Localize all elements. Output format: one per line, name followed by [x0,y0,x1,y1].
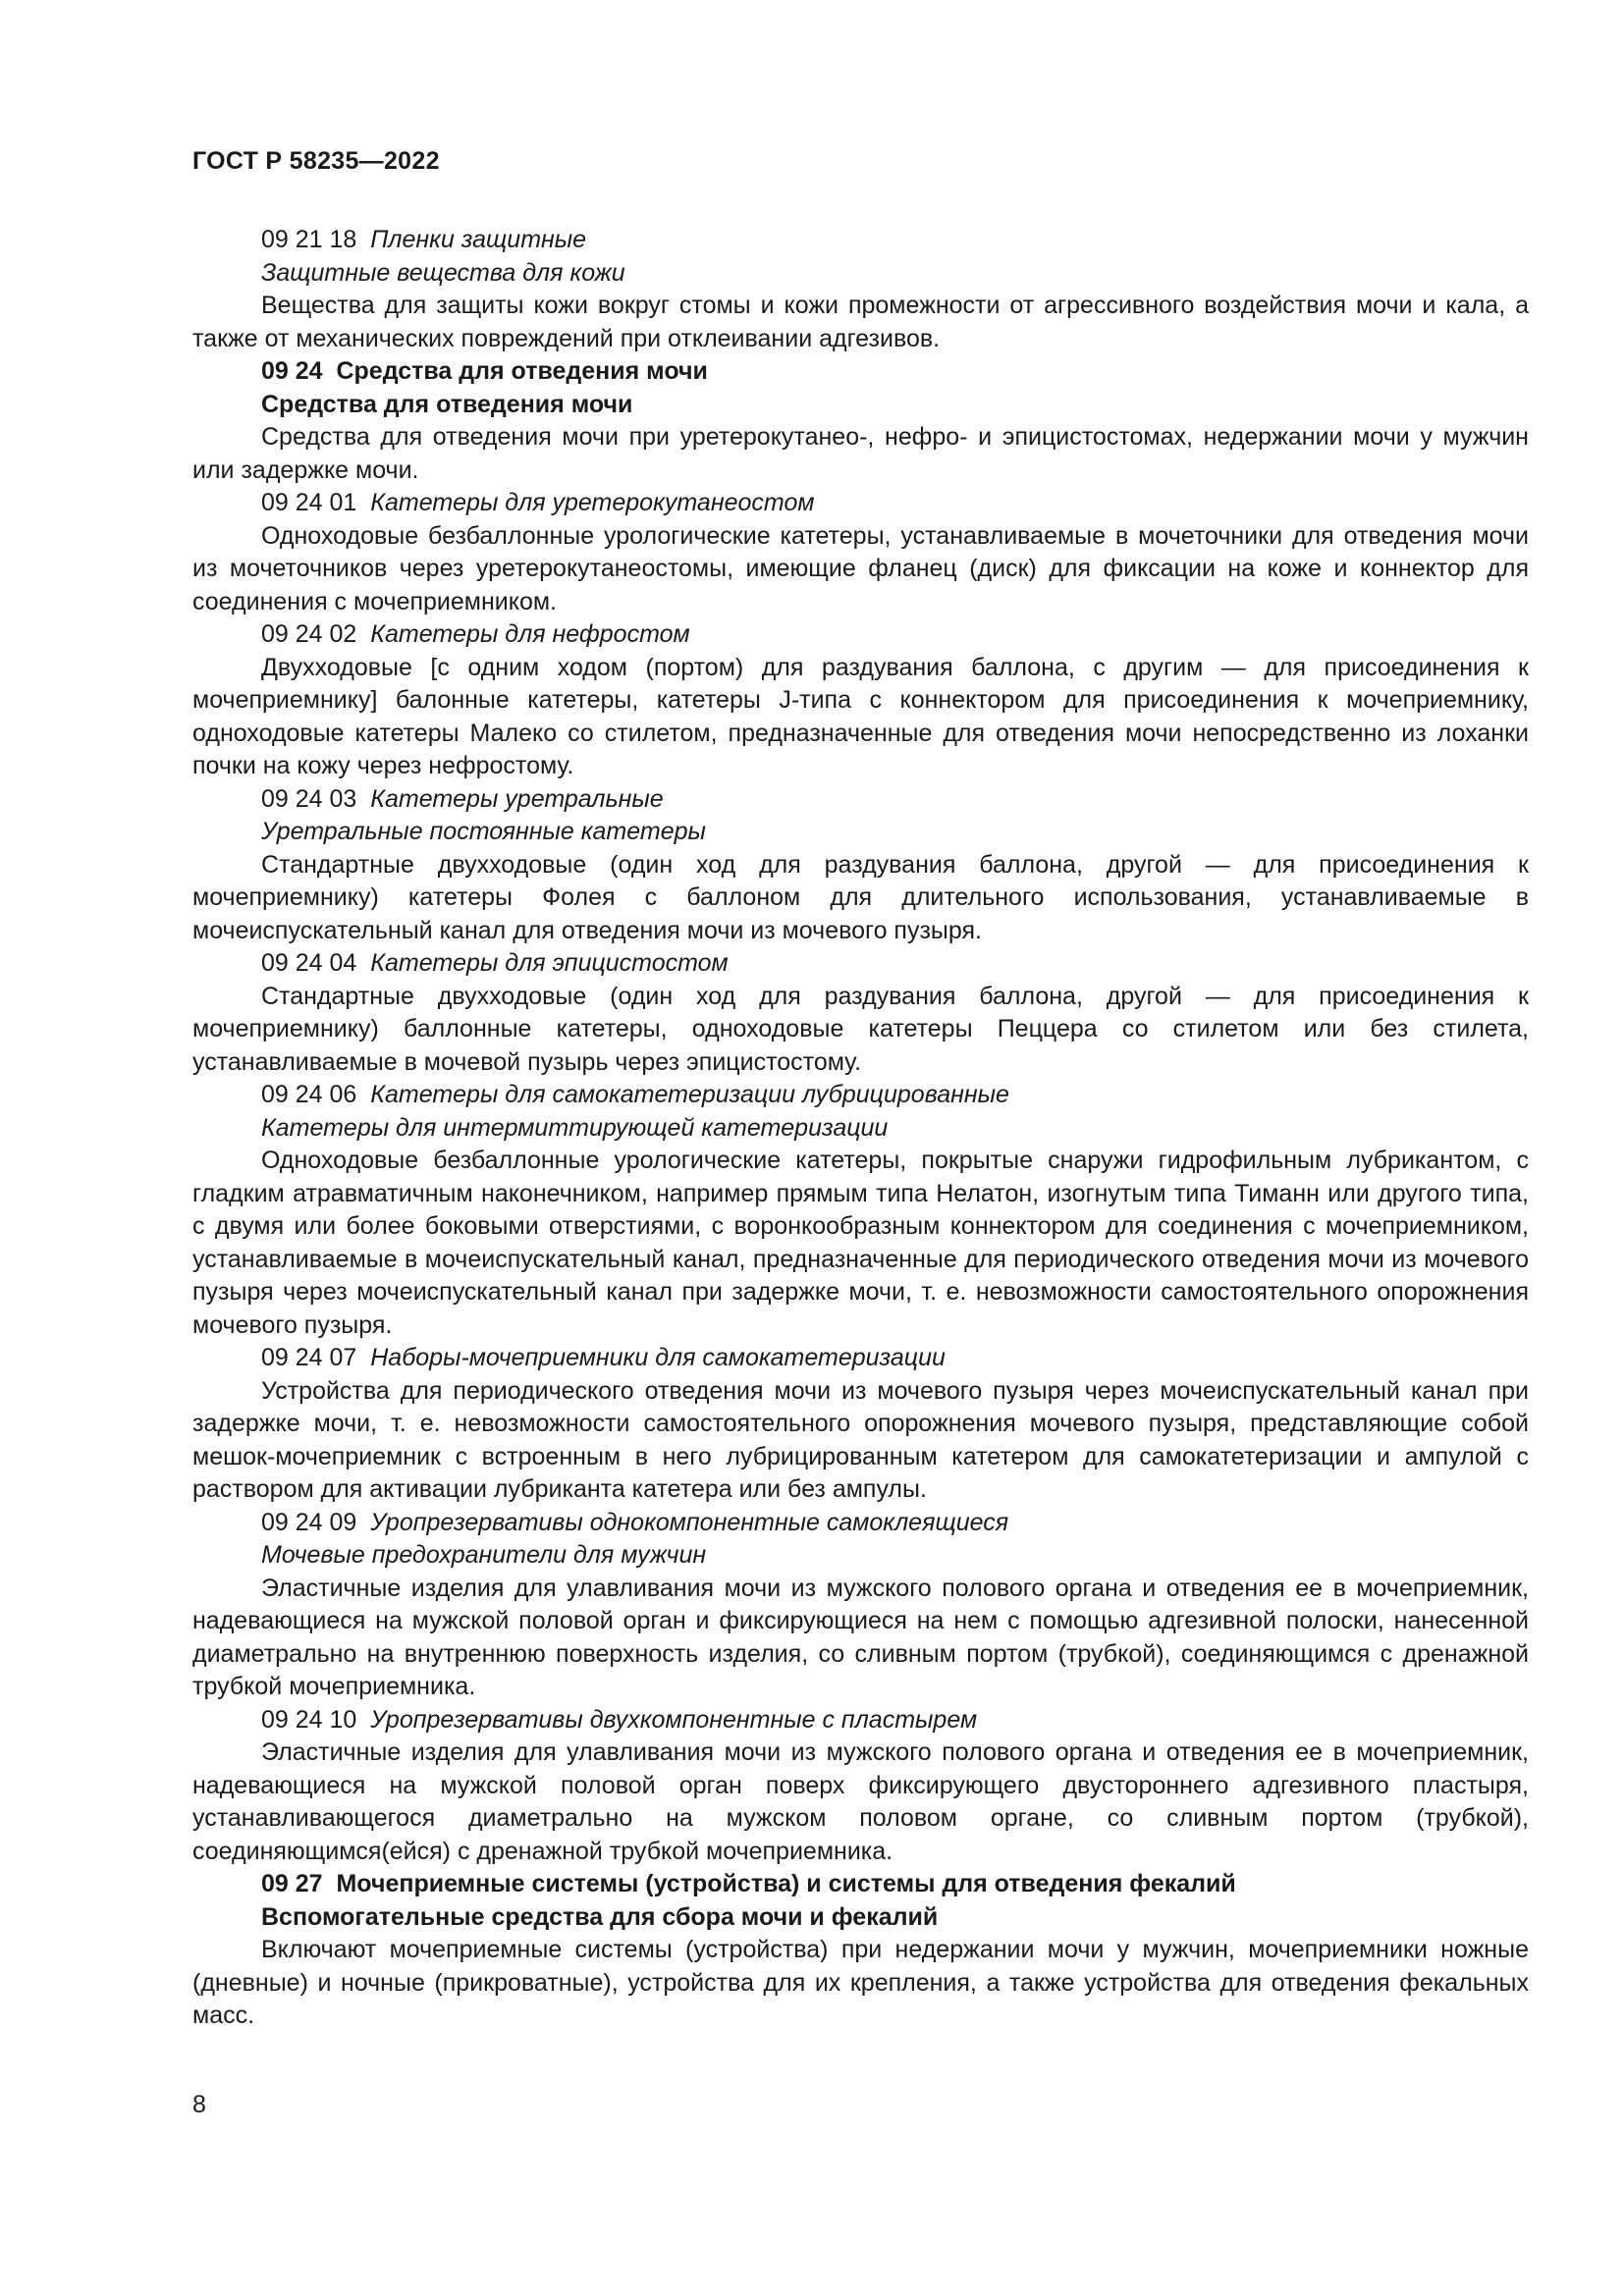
classification-code-line [192,783,1529,817]
classification-code: 09 24 02 [261,620,357,648]
description-paragraph: Средства для отведения мочи при уретерокутанео-, нефро- и эпицистостомах, недержании мочи у мужчин или задержке мочи. [192,423,1529,484]
classification-code-line [192,224,1529,257]
description-paragraph: Двухходовые [с одним ходом (портом) для раздувания баллона, с другим — для присоединения к мочеприемнику] балонные катетеры, катетеры J-типа с коннектором для присоединения к мочеприемнику, одноходовые катетеры Малеко со стилетом, предназначенные для отведения мочи непосредственно из лоханки почки на кожу через нефростому. [192,653,1529,779]
description-paragraph: Включают мочеприемные системы (устройства) при недержании мочи у мужчин, мочеприемники ножные (дневные) и ночные (прикроватные), устройства для их крепления, а также устройства для отведения фекальных масс. [192,1936,1529,2029]
document-body [192,224,1529,2033]
classification-code-line [192,1507,1529,1540]
description-paragraph: Стандартные двухходовые (один ход для раздувания баллона, другой — для присоединения к мочеприемнику) катетеры Фолея с баллоном для длительного использования, устанавливаемые в мочеиспускательный канал для отведения мочи из мочевого пузыря. [192,850,1529,944]
classification-code-line [192,1079,1529,1112]
classification-code: 09 24 09 [261,1508,357,1536]
synonym-heading: Вспомогательные средства для сбора мочи и фекалий [261,1902,939,1931]
classification-code-line [192,947,1529,981]
classification-title: Уропрезервативы однокомпонентные самоклеящиеся [370,1508,1009,1536]
classification-title: Катетеры для эпицистостом [370,949,729,977]
page-number: 8 [192,2091,206,2118]
description-paragraph: Устройства для периодического отведения мочи из мочевого пузыря через мочеиспускательный канал при задержке мочи, т. е. невозможности самостоятельного опорожнения мочевого пузыря, представляющие собой мешок-мочеприемник с встроенным в него лубрицированным катетером для самокатетеризации и ампулой с раствором для активации лубриканта катетера или без ампулы. [192,1376,1529,1503]
description-paragraph: Одноходовые безбаллонные урологические катетеры, покрытые снаружи гидрофильным лубрикантом, с гладким атравматичным наконечником, например прямым типа Нелатон, изогнутым типа Тиманн или другого типа, с двумя или более боковыми отверстиями, с воронкообразным коннектором для соединения с мочеприемником, устанавливаемые в мочеиспускательный канал, предназначенные для периодического отведения мочи из мочевого пузыря через мочеиспускательный канал при задержке мочи, т. е. невозможности самостоятельного опорожнения мочевого пузыря. [192,1147,1529,1339]
classification-code: 09 24 03 [261,784,357,813]
classification-code: 09 24 06 [261,1081,357,1108]
classification-title: Средства для отведения мочи [336,357,708,385]
classification-code-line [192,1704,1529,1737]
classification-code: 09 24 04 [261,949,357,977]
classification-code-line [192,1342,1529,1375]
classification-code: 09 24 10 [261,1705,357,1734]
synonym-heading: Уретральные постоянные катетеры [261,818,706,845]
classification-code: 09 24 07 [261,1344,357,1371]
description-paragraph: Одноходовые безбаллонные урологические катетеры, устанавливаемые в мочеточники для отведения мочи из мочеточников через уретерокутанеостомы, имеющие фланец (диск) для фиксации на коже и коннектор для соединения с мочеприемником. [192,521,1529,615]
classification-title: Уропрезервативы двухкомпонентные с пластырем [370,1705,978,1734]
synonym-heading: Защитные вещества для кожи [261,258,625,287]
classification-code-line [192,1868,1529,1901]
synonym-heading: Средства для отведения мочи [261,390,633,418]
classification-code-line [192,487,1529,520]
classification-code: 09 27 [261,1870,323,1897]
synonym-heading: Мочевые предохранители для мужчин [261,1541,707,1569]
classification-code: 09 24 [261,357,323,385]
classification-code-line [192,618,1529,652]
classification-title: Мочеприемные системы (устройства) и системы для отведения фекалий [336,1870,1236,1897]
classification-code: 09 21 18 [261,226,357,253]
classification-title: Катетеры для самокатетеризации лубрицированные [370,1081,1009,1108]
classification-code-line [192,355,1529,389]
classification-title: Пленки защитные [370,226,587,253]
classification-code: 09 24 01 [261,489,357,516]
classification-title: Катетеры уретральные [370,784,664,813]
classification-title: Наборы-мочеприемники для самокатетеризации [370,1344,946,1371]
synonym-heading: Катетеры для интермиттирующей катетеризации [261,1113,889,1142]
description-paragraph: Эластичные изделия для улавливания мочи из мужского полового органа и отведения ее в мочеприемник, надевающиеся на мужской половой орган и фиксирующиеся на нем с помощью адгезивной полоски, нанесенной диаметрально на внутреннюю поверхность изделия, со сливным портом (трубкой), соединяющимся с дренажной трубкой мочеприемника. [192,1574,1529,1700]
document-header: ГОСТ Р 58235—2022 [192,147,440,175]
description-paragraph: Эластичные изделия для улавливания мочи из мужского полового органа и отведения ее в мочеприемник, надевающиеся на мужской половой орган поверх фиксирующего двустороннего адгезивного пластыря, устанавливающегося диаметрально на мужском половом органе, со сливным портом (трубкой), соединяющимся(ейся) с дренажной трубкой мочеприемника. [192,1738,1529,1865]
classification-title: Катетеры для уретерокутанеостом [370,489,815,516]
description-paragraph: Стандартные двухходовые (один ход для раздувания баллона, другой — для присоединения к мочеприемнику) баллонные катетеры, одноходовые катетеры Пеццера со стилетом или без стилета, устанавливаемые в мочевой пузырь через эпицистостому. [192,982,1529,1076]
classification-title: Катетеры для нефростом [370,620,690,648]
description-paragraph: Вещества для защиты кожи вокруг стомы и кожи промежности от агрессивного воздействия мочи и кала, а также от механических повреждений при отклеивании адгезивов. [192,292,1529,352]
